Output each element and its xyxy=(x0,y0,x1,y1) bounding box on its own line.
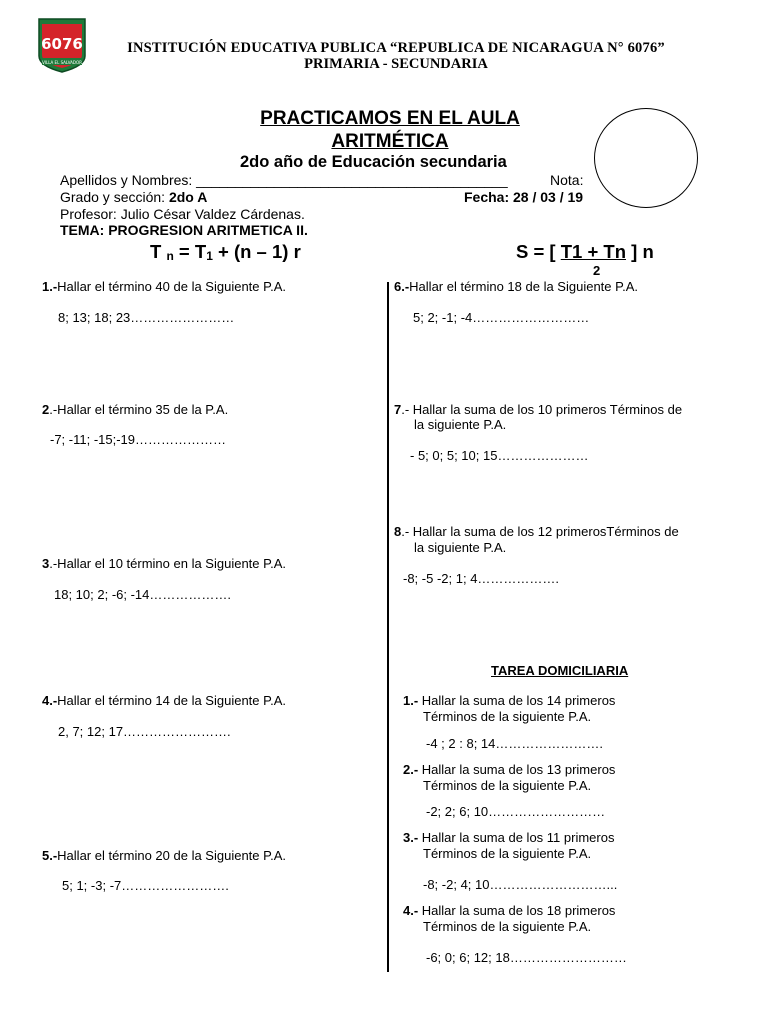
homework-item-4: 4.- Hallar la suma de los 18 primeros xyxy=(403,903,616,918)
institution-name: INSTITUCIÓN EDUCATIVA PUBLICA “REPUBLICA DE NICARAGUA N° 6076” xyxy=(127,40,665,56)
term-formula: T $_n = T_1 + (n - 1)$ r xyxy=(150,241,301,263)
homework-item-2: 2.- Hallar la suma de los 13 primeros xyxy=(403,762,616,777)
names-field: Apellidos y Nombres: ________________________________________ xyxy=(60,172,508,188)
sum-formula: S = [ T1 + Tn ] n xyxy=(516,241,654,262)
question-8-line2: la siguiente P.A. xyxy=(414,540,507,555)
homework-sequence-3: -8; -2; 4; 10………………………... xyxy=(423,877,618,892)
sequence-8: -8; -5 -2; 1; 4………………. xyxy=(403,571,560,586)
sum-formula-denominator: 2 xyxy=(593,263,601,278)
homework-title: TAREA DOMICILIARIA xyxy=(491,663,629,678)
sequence-3: 18; 10; 2; -6; -14………………. xyxy=(54,587,232,602)
grado-value: 2do A xyxy=(168,189,208,205)
sequence-1: 8; 13; 18; 23…………………… xyxy=(58,310,235,325)
school-logo xyxy=(36,16,88,74)
homework-item-3-line2: Términos de la siguiente P.A. xyxy=(423,846,592,861)
question-1: 1.-Hallar el término 40 de la Siguiente P.A. xyxy=(42,279,287,294)
question-7: 7.- Hallar la suma de los 10 primeros Términos de xyxy=(394,402,683,417)
homework-item-2-line2: Términos de la siguiente P.A. xyxy=(423,778,592,793)
sequence-6: 5; 2; -1; -4……………………… xyxy=(413,310,590,325)
grado-label: Grado y sección: xyxy=(60,189,169,205)
logo-number: 6076 xyxy=(41,35,83,53)
grado-field xyxy=(60,189,207,205)
sequence-7: - 5; 0; 5; 10; 15………………… xyxy=(410,448,589,463)
question-3: 3.-Hallar el 10 término en la Siguiente P.A. xyxy=(42,556,287,571)
profesor: Profesor: Julio César Valdez Cárdenas. xyxy=(60,206,305,222)
homework-item-4-line2: Términos de la siguiente P.A. xyxy=(423,919,592,934)
homework-item-1-line2: Términos de la siguiente P.A. xyxy=(423,709,592,724)
question-8: 8.- Hallar la suma de los 12 primerosTérminos de xyxy=(394,524,679,539)
question-7-line2: la siguiente P.A. xyxy=(414,417,507,432)
question-4: 4.-Hallar el término 14 de la Siguiente P.A. xyxy=(42,693,287,708)
tema: TEMA: PROGRESION ARITMETICA II. xyxy=(60,222,308,238)
homework-sequence-4: -6; 0; 6; 12; 18……………………… xyxy=(426,950,627,965)
school-level: PRIMARIA - SECUNDARIA xyxy=(304,56,488,72)
homework-sequence-2: -2; 2; 6; 10……………………… xyxy=(426,804,606,819)
subject-title: ARITMÉTICA xyxy=(331,131,449,152)
column-divider xyxy=(387,282,389,972)
homework-item-3: 3.- Hallar la suma de los 11 primeros xyxy=(403,830,615,845)
sequence-2: -7; -11; -15;-19………………… xyxy=(50,432,227,447)
nota-label: Nota: xyxy=(550,172,584,188)
sequence-5: 5; 1; -3; -7……………………. xyxy=(62,878,229,893)
sequence-4: 2, 7; 12; 17……………………. xyxy=(58,724,231,739)
grade-circle xyxy=(594,108,698,208)
grade-subtitle: 2do año de Educación secundaria xyxy=(240,153,507,171)
fecha: Fecha: 28 / 03 / 19 xyxy=(464,189,584,205)
page-title: PRACTICAMOS EN EL AULA xyxy=(260,108,520,129)
question-2: 2.-Hallar el término 35 de la P.A. xyxy=(42,402,229,417)
question-6: 6.-Hallar el término 18 de la Siguiente P.A. xyxy=(394,279,639,294)
homework-item-1: 1.- Hallar la suma de los 14 primeros xyxy=(403,693,616,708)
question-5: 5.-Hallar el término 20 de la Siguiente P.A. xyxy=(42,848,287,863)
logo-caption: VILLA EL SALVADOR xyxy=(42,60,82,65)
homework-sequence-1: -4 ; 2 : 8; 14……………………. xyxy=(426,736,603,751)
